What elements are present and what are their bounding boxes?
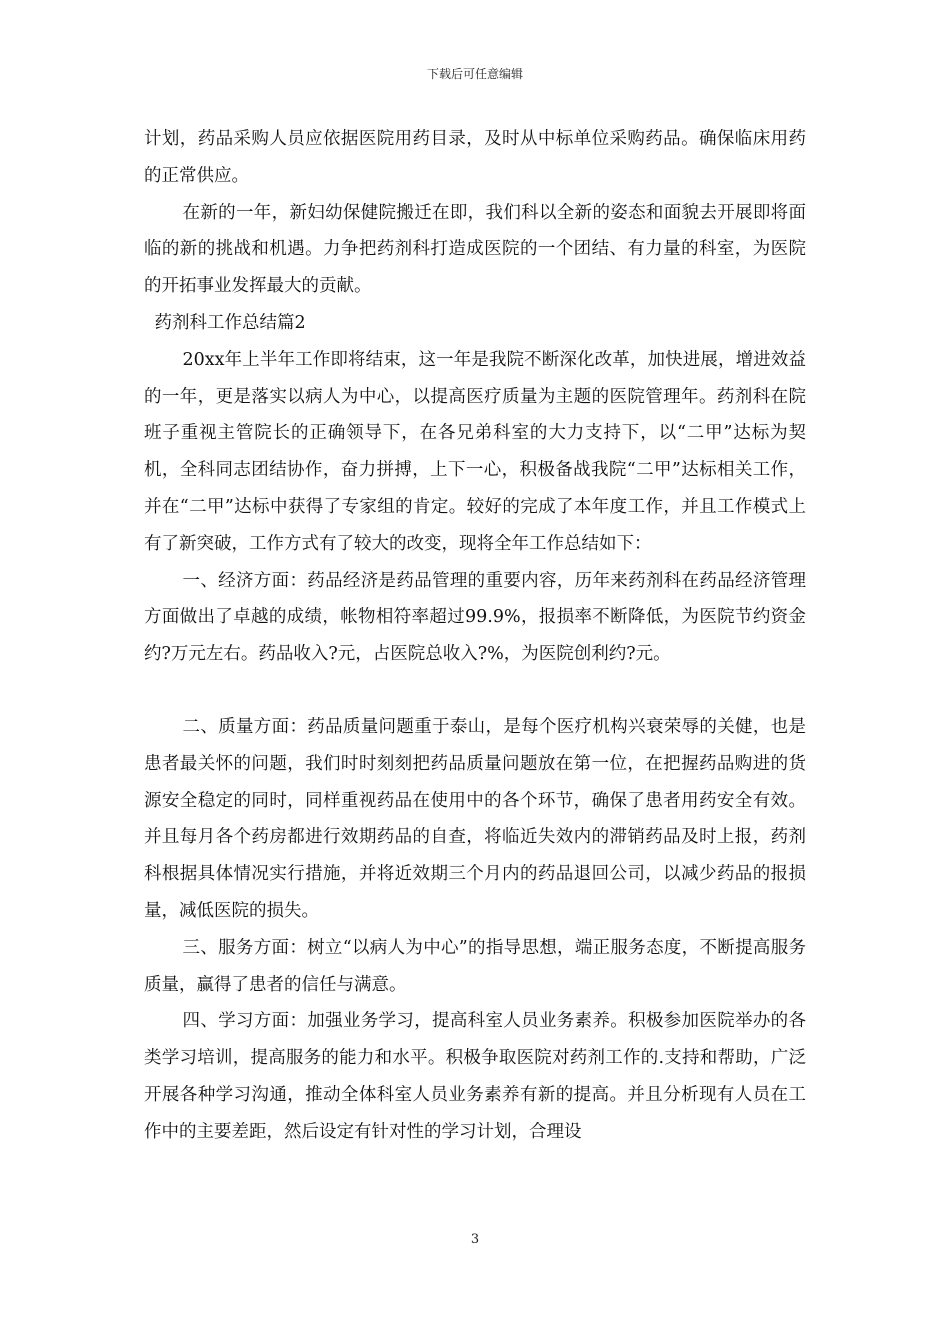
paragraph-continuation: 计划，药品采购人员应依据医院用药目录，及时从中标单位采购药品。确保临床用药的正常供应。 [144, 129, 806, 186]
page-number: 3 [470, 1232, 480, 1247]
document-body [144, 121, 806, 1151]
section-heading: 药剂科工作总结篇2 [154, 312, 306, 333]
paragraph-new-year: 在新的一年，新妇幼保健院搬迁在即，我们科以全新的姿态和面貌去开展即将面临的新的挑战和机遇。力争把药剂科打造成医院的一个团结、有力量的科室，为医院的开拓事业发挥最大的贡献。 [144, 202, 806, 297]
paragraph-economy: 一、经济方面：药品经济是药品管理的重要内容，历年来药剂科在药品经济管理方面做出了卓越的成绩，帐物相符率超过99.9%，报损率不断降低，为医院节约资金约?万元左右。药品收入?元，占医院总收入?%，为医院创利约?元。 [144, 570, 806, 665]
paragraph-quality: 二、质量方面：药品质量问题重于泰山，是每个医疗机构兴衰荣辱的关健，也是患者最关怀的问题，我们时时刻刻把药品质量问题放在第一位，在把握药品购进的货源安全稳定的同时，同样重视药品在使用中的各个环节，确保了患者用药安全有效。并且每月各个药房都进行效期药品的自查，将临近失效内的滞销药品及时上报，药剂科根据具体情况实行措施，并将近效期三个月内的药品退回公司，以减少药品的报损量，减低医院的损失。 [144, 716, 806, 921]
paragraph-study: 四、学习方面：加强业务学习，提高科室人员业务素养。积极参加医院举办的各类学习培训，提高服务的能力和水平。积极争取医院对药剂工作的.支持和帮助，广泛开展各种学习沟通，推动全体科室人员业务素养有新的提高。并且分析现有人员在工作中的主要差距，然后设定有针对性的学习计划，合理设 [144, 1011, 806, 1142]
paragraph-intro: 20xx年上半年工作即将结束，这一年是我院不断深化改革，加快进展，增进效益的一年，更是落实以病人为中心，以提高医疗质量为主题的医院管理年。药剂科在院班子重视主管院长的正确领导下，在各兄弟科室的大力支持下，以“二甲”达标为契机，全科同志团结协作，奋力拼搏，上下一心，积极备战我院“二甲”达标相关工作，并在“二甲”达标中获得了专家组的肯定。较好的完成了本年度工作，并且工作模式上有了新突破，工作方式有了较大的改变，现将全年工作总结如下： [144, 349, 806, 554]
paragraph-service: 三、服务方面：树立“以病人为中心”的指导思想，端正服务态度，不断提高服务质量，赢得了患者的信任与满意。 [144, 937, 806, 995]
page-header: 下载后可任意编辑 [426, 67, 523, 81]
